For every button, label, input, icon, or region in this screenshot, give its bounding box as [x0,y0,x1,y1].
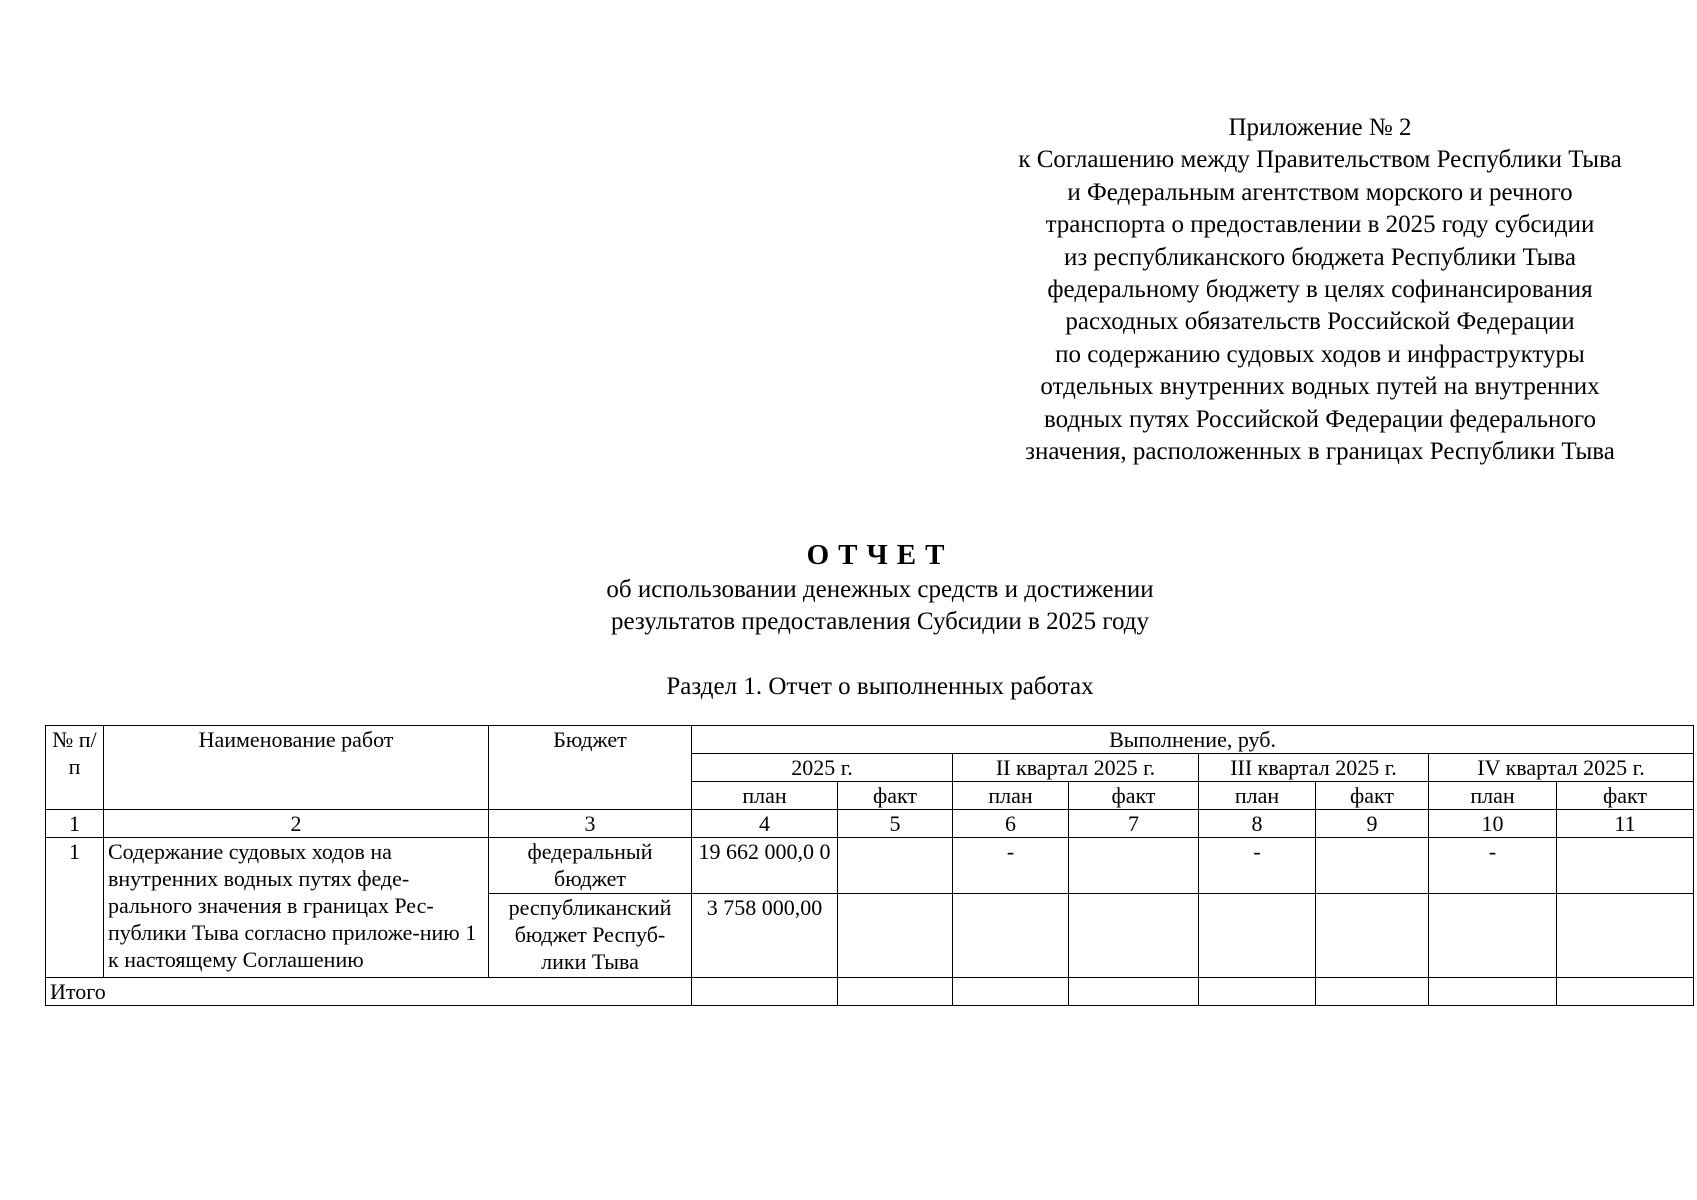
column-number: 3 [489,810,692,838]
column-number: 5 [838,810,953,838]
row-num: 1 [46,838,104,978]
total-cell [1199,978,1316,1006]
header-plan: план [1429,782,1557,810]
appendix-line: значения, расположенных в границах Республики Тыва [1025,438,1615,466]
appendix-line: расходных обязательств Российской Федерации [1065,308,1575,336]
report-table [45,725,1694,1006]
total-cell [838,978,953,1006]
header-period-q3: III квартал 2025 г. [1199,754,1429,782]
header-execution: Выполнение, руб. [692,726,1694,754]
row-plan-q3-republic [1199,894,1316,978]
row-fact-q3-federal [1316,838,1429,894]
row-work-name: Содержание судовых ходов на внутренних водных путях феде-рального значения в границах Рес-публики Тыва согласно приложе-нию 1 к настоящему Соглашению [104,838,489,978]
column-number: 9 [1316,810,1429,838]
total-cell [1316,978,1429,1006]
column-number-row [46,810,1694,838]
header-period-q2: II квартал 2025 г. [953,754,1199,782]
row-fact-q2-republic [1069,894,1199,978]
column-number: 7 [1069,810,1199,838]
appendix-line: водных путях Российской Федерации федерального [1043,405,1597,433]
total-cell [1069,978,1199,1006]
header-plan: план [953,782,1069,810]
row-fact-2025-federal [838,838,953,894]
row-plan-q4-federal: - [1429,838,1557,894]
row-plan-2025-federal: 19 662 000,0 0 [692,838,838,894]
total-row [46,978,1694,1006]
appendix-line: транспорта о предоставлении в 2025 году субсидии [1045,211,1595,239]
report-subtitle-line: об использовании денежных средств и достижении [606,576,1154,603]
row-plan-q2-federal: - [953,838,1069,894]
header-plan: план [1199,782,1316,810]
table-row [46,838,1694,894]
row-budget-republic: республиканский бюджет Респуб-лики Тыва [489,894,692,978]
row-plan-q3-federal: - [1199,838,1316,894]
total-label: Итого [46,978,692,1006]
row-fact-q2-federal [1069,838,1199,894]
header-work: Наименование работ [104,726,489,810]
total-cell [1429,978,1557,1006]
column-number: 10 [1429,810,1557,838]
appendix-line: из республиканского бюджета Республики Тыва [1064,243,1576,271]
row-budget-federal: федеральный бюджет [489,838,692,894]
header-plan: план [692,782,838,810]
row-plan-q2-republic [953,894,1069,978]
total-cell [692,978,838,1006]
header-fact: факт [838,782,953,810]
header-fact: факт [1557,782,1694,810]
column-number: 6 [953,810,1069,838]
column-number: 11 [1557,810,1694,838]
header-fact: факт [1069,782,1199,810]
row-plan-2025-republic: 3 758 000,00 [692,894,838,978]
appendix-line: отдельных внутренних водных путей на внутренних [1040,373,1600,401]
report-subtitle-line: результатов предоставления Субсидии в 2025 году [611,608,1149,635]
report-subtitle [450,574,1310,638]
header-period-q4: IV квартал 2025 г. [1429,754,1694,782]
header-fact: факт [1316,782,1429,810]
row-fact-2025-republic [838,894,953,978]
header-row-1 [46,726,1694,754]
row-plan-q4-republic [1429,894,1557,978]
row-fact-q4-federal [1557,838,1694,894]
section-title: Раздел 1. Отчет о выполненных работах [666,673,1094,700]
column-number: 4 [692,810,838,838]
column-number: 1 [46,810,104,838]
row-fact-q3-republic [1316,894,1429,978]
appendix-line: федеральному бюджету в целях софинансирования [1047,276,1593,304]
appendix-line: и Федеральным агентством морского и речного [1067,178,1573,206]
row-fact-q4-republic [1557,894,1694,978]
column-number: 8 [1199,810,1316,838]
appendix-header [960,112,1680,468]
total-cell [953,978,1069,1006]
appendix-line: к Соглашению между Правительством Республики Тыва [1018,146,1622,174]
total-cell [1557,978,1694,1006]
appendix-line: по содержанию судовых ходов и инфраструктуры [1055,340,1585,368]
header-budget: Бюджет [489,726,692,810]
column-number: 2 [104,810,489,838]
header-period-2025: 2025 г. [692,754,953,782]
report-title: ОТЧЕТ [806,539,954,571]
appendix-line: Приложение № 2 [1228,114,1412,141]
header-num: № п/п [46,726,104,810]
